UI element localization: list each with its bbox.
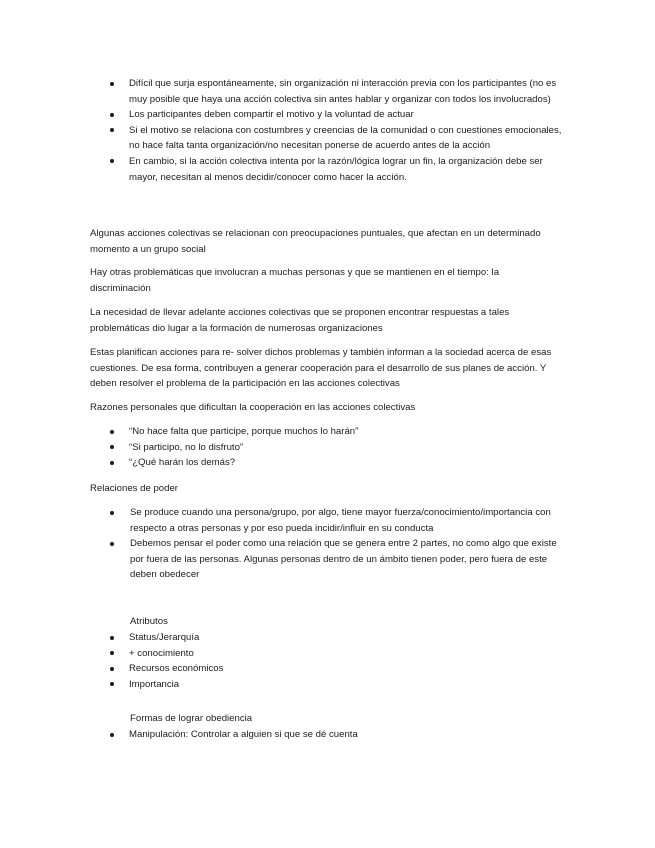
bullet-icon bbox=[110, 511, 114, 515]
list-item: + conocimiento bbox=[0, 646, 655, 662]
bullet-icon bbox=[110, 733, 114, 737]
accion-colectiva-list bbox=[0, 76, 655, 185]
list-item: Los participantes deben compartir el motivo y la voluntad de actuar bbox=[0, 107, 655, 123]
list-item: En cambio, si la acción colectiva intenta por la razón/lógica lograr un fin, la organización debe ser mayor, necesitan al menos decidir/conocer como hacer la acción. bbox=[0, 154, 655, 185]
bullet-icon bbox=[110, 651, 114, 655]
bullet-icon bbox=[110, 430, 114, 434]
bullet-icon bbox=[110, 461, 114, 465]
atributos-list bbox=[0, 630, 655, 692]
paragraph: Estas planifican acciones para re- solver dichos problemas y también informan a la sociedad acerca de esas cuestiones. De esa forma, contribuyen a generar cooperación para el desarrollo de sus planes de acción. Y deben resolver el problema de la participación en las acciones colectivas bbox=[90, 347, 552, 390]
bullet-icon bbox=[110, 667, 114, 671]
paragraph: Algunas acciones colectivas se relacionan con preocupaciones puntuales, que afectan en un determinado momento a un grupo social bbox=[90, 228, 541, 255]
bullet-icon bbox=[110, 113, 114, 117]
atributos-heading: Atributos bbox=[130, 616, 168, 627]
bullet-icon bbox=[110, 636, 114, 640]
formas-list bbox=[0, 727, 655, 743]
list-item: Manipulación: Controlar a alguien si que se dé cuenta bbox=[0, 727, 655, 743]
formas-heading: Formas de lograr obediencia bbox=[130, 713, 253, 724]
relaciones-list bbox=[0, 505, 655, 583]
bullet-icon bbox=[110, 445, 114, 449]
bullet-icon bbox=[110, 542, 114, 546]
list-item: Se produce cuando una persona/grupo, por algo, tiene mayor fuerza/conocimiento/importancia con respecto a otras personas y por eso pueda incidir/influir en su conducta bbox=[0, 505, 655, 536]
section-heading: Relaciones de poder bbox=[90, 483, 179, 494]
list-item: Difícil que surja espontáneamente, sin organización ni interacción previa con los participantes (no es muy posible que haya una acción colectiva sin antes hablar y organizar con todos los involucrados) bbox=[0, 76, 655, 107]
bullet-icon bbox=[110, 82, 114, 86]
list-item: “¿Qué harán los demás? bbox=[0, 455, 655, 471]
list-item: Debemos pensar el poder como una relación que se genera entre 2 partes, no como algo que existe por fuera de las personas. Algunas personas dentro de un ámbito tienen poder, pero fuera de este deben obedecer bbox=[0, 536, 655, 583]
list-item: Si el motivo se relaciona con costumbres y creencias de la comunidad o con cuestiones emocionales, no hace falta tanta organización/no necesitan ponerse de acuerdo antes de la acción bbox=[0, 123, 655, 154]
bullet-icon bbox=[110, 682, 114, 686]
bullet-icon bbox=[110, 128, 114, 132]
list-item: Status/Jerarquía bbox=[0, 630, 655, 646]
razones-list bbox=[0, 424, 655, 471]
paragraph: Hay otras problemáticas que involucran a muchas personas y que se mantienen en el tiempo: la discriminación bbox=[90, 267, 500, 294]
list-item: “Si participo, no lo disfruto” bbox=[0, 440, 655, 456]
paragraph: Razones personales que dificultan la cooperación en las acciones colectivas bbox=[90, 402, 416, 413]
list-item: “No hace falta que participe, porque muchos lo harán” bbox=[0, 424, 655, 440]
list-item: Recursos económicos bbox=[0, 661, 655, 677]
bullet-icon bbox=[110, 159, 114, 163]
paragraph: La necesidad de llevar adelante acciones colectivas que se proponen encontrar respuestas a tales problemáticas dio lugar a la formación de numerosas organizaciones bbox=[90, 307, 510, 334]
list-item: Importancia bbox=[0, 677, 655, 693]
